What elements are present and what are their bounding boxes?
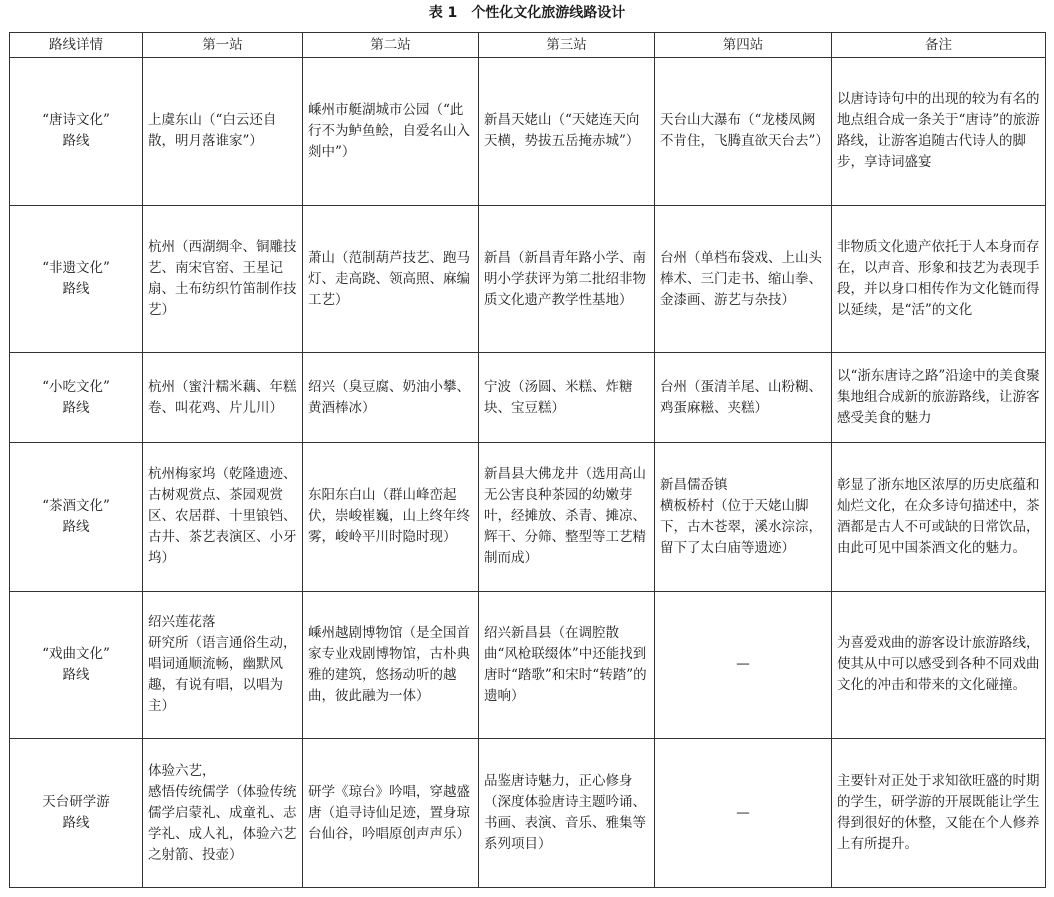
header-route-detail: 路线详情 [10, 33, 143, 58]
header-stop-2: 第二站 [303, 33, 479, 58]
table-row [10, 739, 1046, 888]
stop-4-cell: 台州（单档布袋戏、上山头棒术、三门走书、缩山拳、金漆画、游艺与杂技） [655, 205, 832, 353]
table-number: 表 1 [428, 5, 458, 21]
note-cell: 彰显了浙东地区浓厚的历史底蕴和灿烂文化，在众多诗句描述中，茶酒都是古人不可或缺的日常饮品，由此可见中国茶酒文化的魅力。 [832, 442, 1046, 591]
note-cell: 非物质文化遗产依托于人本身而存在，以声音、形象和技艺为表现手段，并以身口相传作为文化链而得以延续，是“活”的文化 [832, 205, 1046, 353]
stop-3-cell: 新昌天姥山（“天姥连天向天横，势拔五岳掩赤城”） [479, 58, 655, 206]
stop-2-cell: 研学《琼台》吟唱，穿越盛唐（追寻诗仙足迹，置身琼台仙谷，吟唱原创声声乐） [303, 739, 479, 888]
table-row [10, 442, 1046, 591]
header-note: 备注 [832, 33, 1046, 58]
stop-2-cell: 嵊州越剧博物馆（是全国首家专业戏剧博物馆，古朴典雅的建筑，悠扬动听的越曲，彼此融为一体） [303, 591, 479, 739]
route-name-cell: “非遗文化” 路线 [10, 205, 143, 353]
stop-2-cell: 萧山（范制葫芦技艺、跑马灯、走高跷、领高照、麻编工艺） [303, 205, 479, 353]
route-name-cell: “唐诗文化” 路线 [10, 58, 143, 206]
note-cell: 以“浙东唐诗之路”沿途中的美食聚集地组合成新的旅游路线，让游客感受美食的魅力 [832, 353, 1046, 442]
stop-2-cell: 东阳东白山（群山峰峦起伏，崇峻崔巍，山上终年终雾，峻岭平川时隐时现） [303, 442, 479, 591]
stop-3-cell: 新昌县大佛龙井（选用高山无公害良种茶园的幼嫩芽叶，经摊放、杀青、摊凉、辉干、分筛、整型等工艺精制而成） [479, 442, 655, 591]
stop-4-cell: — [655, 739, 832, 888]
stop-1-cell: 杭州（西湖绸伞、铜雕技艺、南宋官窑、王星记扇、土布纺织竹笛制作技艺） [143, 205, 303, 353]
header-stop-3: 第三站 [479, 33, 655, 58]
stop-2-cell: 绍兴（臭豆腐、奶油小攀、黄酒棒冰） [303, 353, 479, 442]
stop-3-cell: 品鉴唐诗魅力，正心修身（深度体验唐诗主题吟诵、书画、表演、音乐、雅集等系列项目） [479, 739, 655, 888]
table-row [10, 58, 1046, 206]
note-cell: 以唐诗诗句中的出现的较为有名的地点组合成一条关于“唐诗”的旅游路线，让游客追随古代诗人的脚步，享诗词盛宴 [832, 58, 1046, 206]
stop-3-cell: 绍兴新昌县（在调腔散曲“风枪联缀体”中还能找到唐时“踏歌”和宋时“转踏”的遗响） [479, 591, 655, 739]
header-row [10, 33, 1046, 58]
note-cell: 为喜爱戏曲的游客设计旅游路线，使其从中可以感受到各种不同戏曲文化的冲击和带来的文化碰撞。 [832, 591, 1046, 739]
table-title: 个性化文化旅游线路设计 [471, 5, 626, 21]
table-row [10, 205, 1046, 353]
stop-1-cell: 上虞东山（“白云还自散，明月落谁家”） [143, 58, 303, 206]
stop-1-cell: 绍兴莲花落 研究所（语言通俗生动，唱词通顺流畅，幽默风趣，有说有唱，以唱为主） [143, 591, 303, 739]
header-stop-1: 第一站 [143, 33, 303, 58]
header-stop-4: 第四站 [655, 33, 832, 58]
route-name-cell: “茶酒文化” 路线 [10, 442, 143, 591]
stop-2-cell: 嵊州市艇湖城市公园（“此行不为鲈鱼鲙，自爱名山入剡中”） [303, 58, 479, 206]
note-cell: 主要针对正处于求知欲旺盛的时期的学生，研学游的开展既能让学生得到很好的休整，又能在个人修养上有所提升。 [832, 739, 1046, 888]
table-caption [0, 2, 1054, 24]
stop-4-cell: — [655, 591, 832, 739]
stop-1-cell: 杭州（蜜汁糯米藕、年糕卷、叫花鸡、片儿川） [143, 353, 303, 442]
stop-3-cell: 宁波（汤圆、米糕、炸糖块、宝豆糕） [479, 353, 655, 442]
stop-4-cell: 新昌儒岙镇 横板桥村（位于天姥山脚下，古木苍翠，溪水淙淙，留下了太白庙等遗迹） [655, 442, 832, 591]
stop-1-cell: 体验六艺， 感悟传统儒学（体验传统儒学启蒙礼、成童礼、志学礼、成人礼，体验六艺之射箭、投壶） [143, 739, 303, 888]
route-design-table [9, 32, 1046, 888]
route-name-cell: “戏曲文化” 路线 [10, 591, 143, 739]
stop-1-cell: 杭州梅家坞（乾隆遗迹、古树观赏点、茶园观赏区、农居群、十里锒铛、古井、茶艺表演区、小牙坞） [143, 442, 303, 591]
stop-3-cell: 新昌（新昌青年路小学、南明小学获评为第二批绍非物质文化遗产教学性基地） [479, 205, 655, 353]
table-row [10, 591, 1046, 739]
stop-4-cell: 台州（蛋清羊尾、山粉糊、鸡蛋麻糍、夹糕） [655, 353, 832, 442]
route-name-cell: 天台研学游 路线 [10, 739, 143, 888]
table-row [10, 353, 1046, 442]
stop-4-cell: 天台山大瀑布（“龙楼凤阙不肯住，飞腾直欲天台去”） [655, 58, 832, 206]
route-name-cell: “小吃文化” 路线 [10, 353, 143, 442]
